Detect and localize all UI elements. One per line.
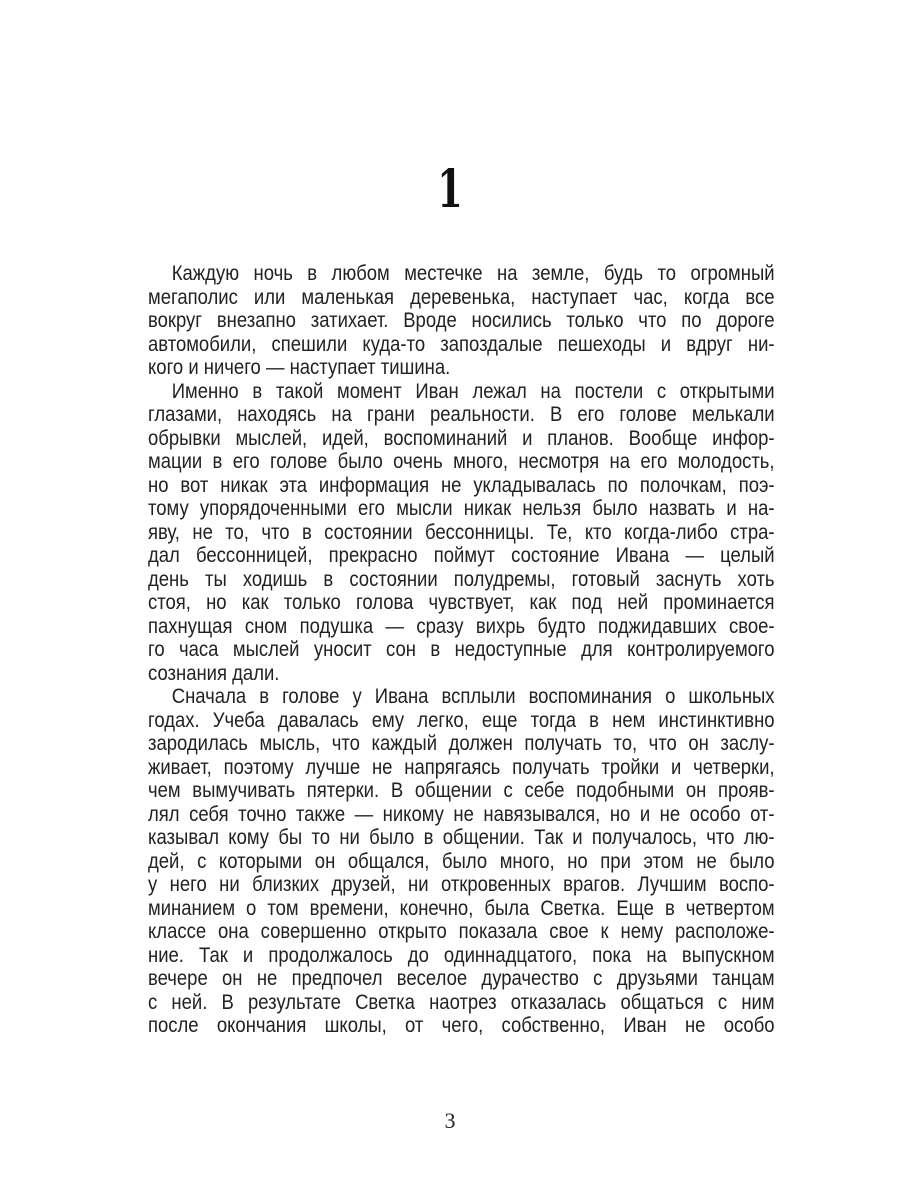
text-line: тому упорядоченными его мысли никак нельзя было назвать и на- — [148, 497, 775, 520]
text-line: Сначала в голове у Ивана всплыли воспоминания о школьных — [171, 685, 775, 708]
text-line: зародилась мысль, что каждый должен получать то, что он заслу- — [148, 732, 775, 755]
text-line: вечере он не предпочел веселое дурачество с друзьями танцам — [148, 967, 775, 990]
chapter-number: 1 — [437, 159, 463, 220]
text-line: дал бессонницей, прекрасно поймут состояние Ивана — целый — [148, 544, 775, 567]
text-line: обрывки мыслей, идей, воспоминаний и планов. Вообще инфор- — [148, 426, 775, 450]
text-line: день ты ходишь в состоянии полудремы, готовый заснуть хоть — [148, 567, 775, 591]
text-line: казывал кому бы то ни было в общении. Так и получалось, что лю- — [148, 826, 775, 849]
text-line: минанием о том времени, конечно, была Светка. Еще в четвертом — [148, 896, 775, 920]
text-line: после окончания школы, от чего, собственно, Иван не особо — [148, 1014, 775, 1037]
text-line: мации в его голове было очень много, несмотря на его молодость, — [148, 450, 775, 473]
text-line: мегаполис или маленькая деревенька, наступает час, когда все — [148, 285, 775, 309]
text-line: ние. Так и продолжалось до одиннадцатого, пока на выпускном — [148, 943, 775, 967]
text-line: лял себя точно также — никому не навязывался, но и не особо от- — [148, 802, 775, 826]
text-line: стоя, но как только голова чувствует, как под ней проминается — [148, 591, 775, 614]
text-line: глазами, находясь на грани реальности. В его голове мелькали — [148, 403, 775, 426]
text-line: го часа мыслей уносит сон в недоступные для контролируемого — [148, 638, 775, 661]
text-line: пахнущая сном подушка — сразу вихрь будто поджидавших свое- — [148, 614, 775, 638]
text-line: чем вымучивать пятерки. В общении с себе подобными он прояв- — [148, 779, 775, 802]
text-line: кого и ничего — наступает тишина. — [148, 356, 451, 379]
text-line: автомобили, спешили куда-то запоздалые пешеходы и вдруг ни- — [148, 332, 775, 356]
text-line: классе она совершенно открыто показала свое к нему расположе- — [148, 920, 775, 943]
text-line: живает, поэтому лучше не напрягаясь получать тройки и четверки, — [148, 755, 775, 779]
text-line: Именно в такой момент Иван лежал на постели с открытыми — [171, 379, 775, 403]
text-line: дей, с которыми он общался, было много, но при этом не было — [148, 849, 775, 873]
text-line: годах. Учеба давалась ему легко, еще тогда в нем инстинктивно — [148, 708, 775, 732]
text-line: яву, не то, что в состоянии бессонницы. Те, кто когда-либо стра- — [148, 520, 775, 544]
text-line: но вот никак эта информация не укладывалась по полочкам, поэ- — [148, 473, 775, 497]
page-number: 3 — [444, 1108, 456, 1133]
body-text — [148, 262, 775, 1038]
text-line: с ней. В результате Светка наотрез отказалась общаться с ним — [148, 990, 775, 1014]
text-line: вокруг внезапно затихает. Вроде носились только что по дороге — [148, 309, 775, 332]
text-line: у него ни близких друзей, ни откровенных врагов. Лучшим воспо- — [148, 873, 775, 896]
text-line: Каждую ночь в любом местечке на земле, будь то огромный — [171, 262, 775, 285]
text-line: сознания дали. — [148, 661, 280, 685]
